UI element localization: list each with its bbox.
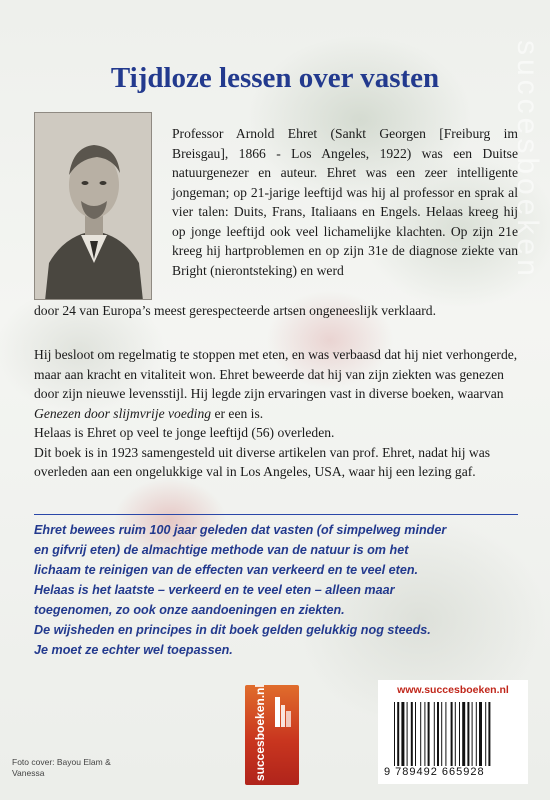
barcode-bar (455, 702, 456, 766)
barcode-bar (415, 702, 416, 766)
background-watermark: succesboeken (511, 40, 544, 280)
barcode-bar (441, 702, 442, 766)
book-title: Tijdloze lessen over vasten (110, 62, 440, 94)
barcode-bar (488, 702, 490, 766)
barcode-bar (485, 702, 486, 766)
quote-line: De wijsheden en principes in dit boek gelden gelukkig nog steeds. (34, 623, 431, 637)
body-text (34, 345, 518, 482)
body-paragraph-1 (34, 345, 518, 423)
para1-after: er een is. (211, 405, 264, 421)
book-reference: Genezen door slijmvrije voeding (34, 405, 212, 421)
quote-line: Ehret bewees ruim 100 jaar geleden dat vasten (of simpelweg minder (34, 523, 447, 537)
barcode-bar (428, 702, 430, 766)
barcode-bar (397, 702, 399, 766)
barcode-bar (424, 702, 425, 766)
barcode-bar (462, 702, 465, 766)
barcode-bar (445, 702, 446, 766)
body-paragraph-3: Dit boek is in 1923 samengesteld uit diverse artikelen van prof. Ehret, nadat hij was overleden aan een ongelukkige val in Los Angeles, USA, waar hij een lezing gaf. (34, 444, 491, 479)
quote-line: Je moet ze echter wel toepassen. (34, 643, 233, 657)
barcode-bar (467, 702, 469, 766)
publisher-logo (245, 685, 299, 785)
publisher-logo-text: succesboeken.nl (253, 684, 267, 781)
quote-line: toegenomen, zo ook onze aandoeningen en ziekten. (34, 603, 345, 617)
isbn-number: 9 789492 665928 (384, 766, 485, 778)
barcode-bar (437, 702, 439, 766)
barcode-area (378, 680, 528, 784)
quote-line: lichaam te reinigen van de effecten van verkeerd en te veel eten. (34, 563, 419, 577)
barcode-bar (451, 702, 453, 766)
highlight-quote (34, 520, 524, 660)
barcode-bar (472, 702, 473, 766)
portrait-illustration (35, 113, 152, 300)
body-paragraph-2: Helaas is Ehret op veel te jonge leeftijd (56) overleden. (34, 425, 335, 440)
publisher-website: www.succesboeken.nl (397, 684, 509, 696)
para1-before: Hij besloot om regelmatig te stoppen met eten, en was verbaasd dat hij niet verhongerde, maar aan kracht en vitaliteit won. Ehret beweerde dat hij van zijn ziekten was genezen door zijn nieuwe levensstijl. Hij legde zijn ervaringen vast in diverse boeken, waarvan (34, 347, 518, 401)
barcode-bar (434, 702, 435, 766)
author-portrait (34, 112, 152, 300)
barcode-bar (394, 702, 395, 766)
barcode-bar (459, 702, 460, 766)
author-bio-top: Professor Arnold Ehret (Sankt Georgen [Freiburg im Breisgau], 1866 - Los Angeles, 1922) was een Duitse natuurgenezer en auteur. Ehret was een zeer intelligente jongeman; op 21-jarige leeftijd was hij al professor en sprak al vier talen: Duits, Frans, Italiaans en Engels. Helaas kreeg hij op jonge leeftijd ook veel lichamelijke klachten. Op zijn 21e kreeg hij hartproblemen en op zijn 31e de diagnose ziekte van Bright (nierontsteking) en werd (172, 126, 518, 278)
section-divider (34, 514, 518, 515)
quote-line: Helaas is het laatste – verkeerd en te veel eten – alleen maar (34, 583, 395, 597)
barcode-bar (411, 702, 413, 766)
barcode-bar (479, 702, 482, 766)
quote-line: en gifvrij eten) de almachtige methode van de natuur is om het (34, 543, 409, 557)
barcode-bar (407, 702, 408, 766)
author-bio-continued: door 24 van Europa’s meest gerespecteerde artsen ongeneeslijk verklaard. (34, 303, 436, 318)
photo-credit: Foto cover: Bayou Elam & Vanessa (12, 757, 111, 778)
isbn-barcode (390, 702, 518, 768)
barcode-bar (476, 702, 477, 766)
barcode-bar (420, 702, 421, 766)
book-stack-icon (274, 695, 292, 729)
barcode-bar (401, 702, 404, 766)
